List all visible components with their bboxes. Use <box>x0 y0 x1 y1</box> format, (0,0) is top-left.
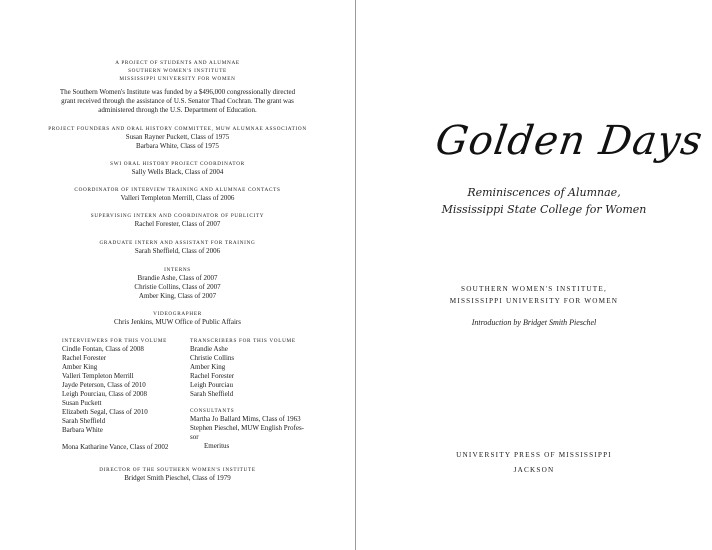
section-heading: TRANSCRIBERS FOR THIS VOLUME <box>190 338 296 344</box>
credit-name: Amber King <box>190 363 226 371</box>
project-header-line: SOUTHERN WOMEN'S INSTITUTE <box>128 68 227 74</box>
credit-name: Amber King <box>62 363 98 371</box>
credit-name: Barbara White <box>62 426 103 434</box>
section-heading: CONSULTANTS <box>190 408 235 414</box>
credit-name: Mona Katharine Vance, Class of 2002 <box>62 443 169 451</box>
credit-name: Susan Puckett <box>62 399 102 407</box>
right-page <box>356 0 712 550</box>
interview-coordinator-section <box>0 186 355 203</box>
publisher-city: JACKSON <box>513 466 555 474</box>
spacer <box>190 399 304 407</box>
section-heading: INTERVIEWERS FOR THIS VOLUME <box>62 338 168 344</box>
credit-name: Elizabeth Segal, Class of 2010 <box>62 408 148 416</box>
section-heading: SUPERVISING INTERN AND COORDINATOR OF PUBLICITY <box>90 213 265 219</box>
section-heading: INTERNS <box>164 267 191 273</box>
section-heading: SWI ORAL HISTORY PROJECT COORDINATOR <box>110 161 245 167</box>
transcribers-column <box>190 337 304 451</box>
project-header-line: MISSISSIPPI UNIVERSITY FOR WOMEN <box>119 76 236 82</box>
section-heading: DIRECTOR OF THE SOUTHERN WOMEN'S INSTITUTE <box>99 467 256 473</box>
credit-name: Leigh Pourciau, Class of 2008 <box>62 390 147 398</box>
publisher-name: UNIVERSITY PRESS OF MISSISSIPPI <box>456 451 612 459</box>
credit-name: Valleri Templeton Merrill <box>62 372 134 380</box>
credit-name: Christie Collins, Class of 2007 <box>134 283 221 291</box>
project-header <box>0 59 355 83</box>
institute-line: MISSISSIPPI UNIVERSITY FOR WOMEN <box>449 297 619 305</box>
graduate-intern-section <box>0 239 355 256</box>
section-heading: PROJECT FOUNDERS AND ORAL HISTORY COMMITTEE, MUW ALUMNAE ASSOCIATION <box>48 126 307 132</box>
project-header-line: A PROJECT OF STUDENTS AND ALUMNAE <box>115 60 240 66</box>
funding-line: grant received through the assistance of U.S. Senator Thad Cochran. The grant was <box>61 97 294 105</box>
credit-name: Bridget Smith Pieschel, Class of 1979 <box>124 474 231 482</box>
coordinator-section <box>0 160 355 177</box>
credit-name: Martha Jo Ballard Mims, Class of 1963 <box>190 415 301 423</box>
credit-name: Christie Collins <box>190 354 235 362</box>
videographer-section <box>0 310 355 327</box>
credit-name: Amber King, Class of 2007 <box>138 292 217 300</box>
credit-name: Sarah Sheffield <box>62 417 106 425</box>
section-heading: GRADUATE INTERN AND ASSISTANT FOR TRAINING <box>99 240 256 246</box>
founders-section <box>0 125 355 151</box>
subtitle-line: Mississippi State College for Women <box>441 203 647 216</box>
institute-line: SOUTHERN WOMEN'S INSTITUTE, <box>461 285 607 293</box>
credit-name: Rachel Forester, Class of 2007 <box>134 220 221 228</box>
director-section <box>0 466 355 483</box>
credit-name: Brandie Ashe, Class of 2007 <box>137 274 218 282</box>
credit-name: sor <box>190 433 199 441</box>
credit-name: Barbara White, Class of 1975 <box>136 142 219 150</box>
section-heading: VIDEOGRAPHER <box>153 311 202 317</box>
credit-name: Emeritus <box>204 442 230 450</box>
credit-name: Rachel Forester <box>190 372 235 380</box>
credit-name: Leigh Pourciau <box>190 381 233 389</box>
credit-name: Cindle Fontan, Class of 2008 <box>62 345 144 353</box>
introduction-credit: Introduction by Bridget Smith Pieschel <box>471 318 597 327</box>
credit-name: Valleri Templeton Merrill, Class of 2006 <box>120 194 235 202</box>
credit-name: Sally Wells Black, Class of 2004 <box>131 168 224 176</box>
section-heading: COORDINATOR OF INTERVIEW TRAINING AND ALUMNAE CONTACTS <box>74 187 281 193</box>
credit-name: Chris Jenkins, MUW Office of Public Affairs <box>114 318 241 326</box>
credit-name: Sarah Sheffield <box>190 390 234 398</box>
book-title: Golden Days <box>432 118 706 164</box>
credit-name: Susan Rayner Puckett, Class of 1975 <box>125 133 230 141</box>
interviewers-column <box>62 337 168 452</box>
supervising-intern-section <box>0 212 355 229</box>
funding-statement <box>0 88 355 115</box>
credit-name: Brandie Ashe <box>190 345 228 353</box>
credit-name: Rachel Forester <box>62 354 107 362</box>
credit-name: Jayde Peterson, Class of 2010 <box>62 381 146 389</box>
funding-line: The Southern Women's Institute was funded by a $496,000 congressionally directed <box>59 88 296 96</box>
interns-section <box>0 266 355 301</box>
credit-name: Sarah Sheffield, Class of 2006 <box>134 247 221 255</box>
credit-name: Stephen Pieschel, MUW English Profes- <box>190 424 304 432</box>
spacer <box>62 435 168 443</box>
funding-line: administered through the U.S. Department of Education. <box>98 106 257 114</box>
subtitle-line: Reminiscences of Alumnae, <box>467 186 621 199</box>
left-page <box>0 0 355 550</box>
